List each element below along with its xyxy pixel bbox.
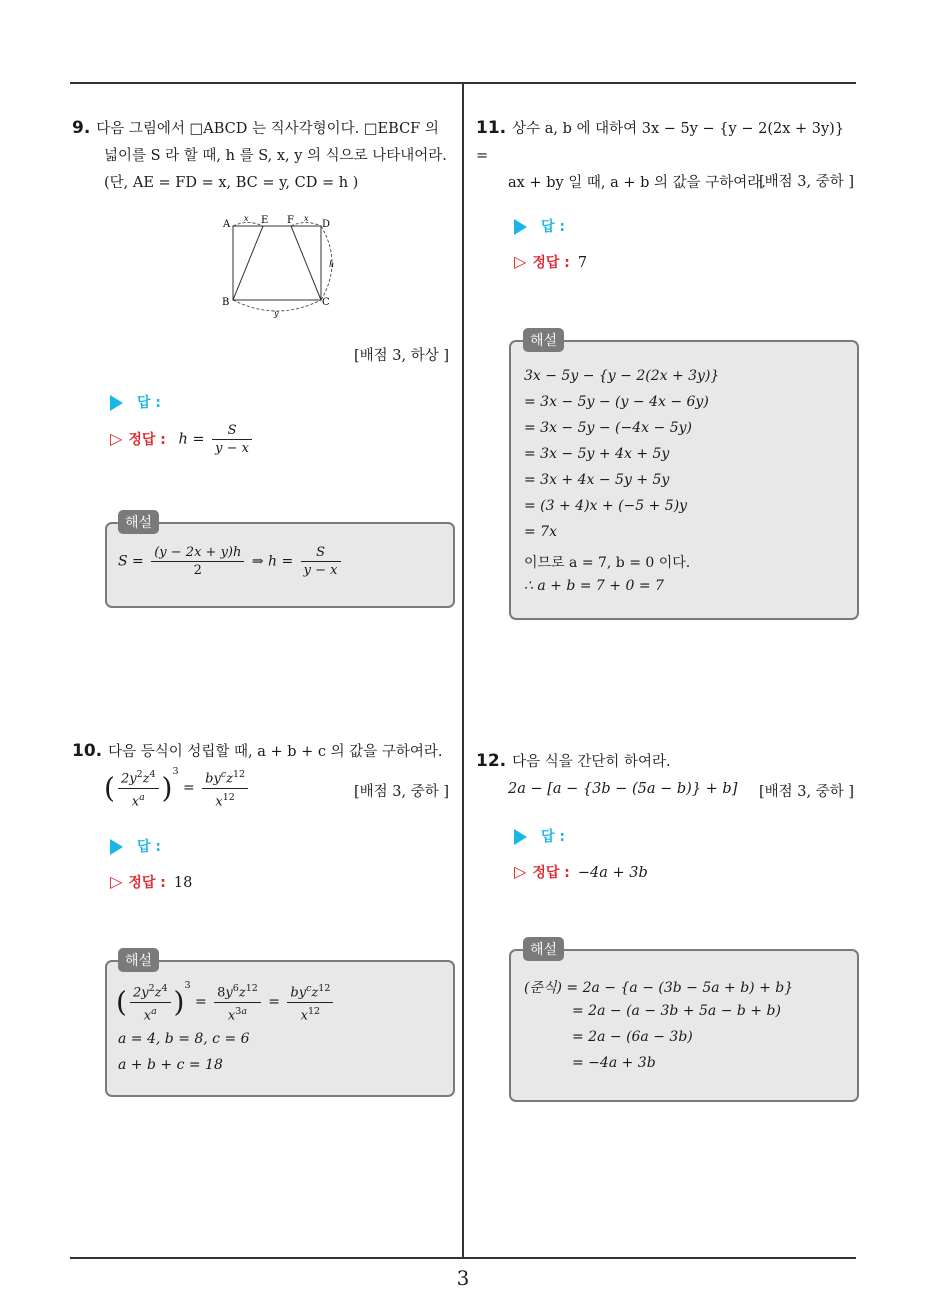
- score-badge: [배점 3, 하상 ]: [354, 348, 450, 364]
- solution-line: = (3 + 4)x + (−5 + 5)y: [524, 498, 688, 514]
- problem-9: [72, 115, 456, 197]
- play-icon: [514, 219, 527, 235]
- label-A: A: [223, 219, 231, 230]
- label-B: B: [222, 297, 230, 308]
- solution-line: = 3x − 5y + 4x + 5y: [524, 446, 670, 462]
- numerator: S: [212, 422, 252, 440]
- label-y: y: [274, 309, 279, 318]
- label-F: F: [287, 215, 294, 226]
- correct-label: 정답 :: [532, 865, 570, 881]
- question-line: (단, AE = FD = x, BC = y, CD = h ): [104, 175, 359, 191]
- problem-number: 10.: [72, 741, 103, 761]
- label-x-right: x: [304, 214, 309, 223]
- correct-value: 7: [577, 255, 588, 271]
- label-x-left: x: [244, 214, 249, 223]
- answer-row: [110, 392, 161, 412]
- solution-tag: 해설: [118, 510, 159, 534]
- solution-line: a + b + c = 18: [118, 1057, 223, 1073]
- correct-answer-row: [514, 862, 648, 882]
- solution-line: S = $\frac{(y - 2x + y)h}{2}$ ⇒ h = $\frac{S}{y - x}$: [118, 544, 344, 579]
- correct-label: 정답 :: [128, 875, 166, 891]
- denominator: y − x: [215, 441, 250, 456]
- label-D: D: [322, 219, 331, 230]
- solution-line: a = 4, b = 8, c = 6: [118, 1031, 250, 1047]
- problem-number: 9.: [72, 118, 91, 138]
- correct-label: 정답 :: [532, 255, 570, 271]
- correct-label: 정답 :: [128, 431, 166, 448]
- answer-label: 답 :: [541, 219, 565, 235]
- solution-line: = 3x − 5y − (y − 4x − 6y): [524, 394, 709, 410]
- solution-line: 이므로 a = 7, b = 0 이다.: [524, 555, 691, 571]
- solution-tag: 해설: [118, 948, 159, 972]
- problem-number: 12.: [476, 751, 507, 771]
- answer-row: [514, 826, 565, 846]
- solution-line: ( $\frac{2y^2z^4}{x^a}$ )$^3$ = $\frac{8y^6z^{12}}{x^{3a}}$ = $\frac{by^cz^{12}}{x^{12}}$: [116, 980, 336, 1024]
- score-badge: [배점 3, 중하 ]: [759, 174, 855, 190]
- label-h: h: [329, 260, 335, 269]
- answer-row: [110, 836, 161, 856]
- outline-triangle-icon: ▷: [110, 428, 123, 448]
- solution-line: = 2a − (6a − 3b): [572, 1029, 693, 1045]
- play-icon: [110, 839, 123, 855]
- correct-value: 18: [173, 875, 193, 891]
- outline-triangle-icon: ▷: [514, 862, 527, 881]
- question-line: 다음 식을 간단히 하여라.: [512, 754, 671, 770]
- problem-12: [476, 748, 860, 776]
- solution-line: (준식) = 2a − {a − (3b − 5a + b) + b}: [524, 980, 794, 996]
- solution-line: = 3x + 4x − 5y + 5y: [524, 472, 670, 488]
- solution-box: [509, 949, 859, 1102]
- solution-line: = 7x: [524, 524, 557, 540]
- label-E: E: [261, 215, 269, 226]
- outline-triangle-icon: ▷: [514, 252, 527, 271]
- problem-10: [72, 738, 456, 766]
- column-divider: [462, 83, 464, 1258]
- answer-row: [514, 216, 565, 236]
- question-line: 넓이를 S 라 할 때, h 를 S, x, y 의 식으로 나타내어라.: [104, 148, 447, 164]
- label-C: C: [322, 297, 330, 308]
- bottom-rule: [70, 1257, 856, 1259]
- solution-line: = 2a − (a − 3b + 5a − b + b): [572, 1003, 781, 1019]
- correct-answer-row: [110, 872, 192, 892]
- score-badge: [배점 3, 중하 ]: [354, 784, 450, 800]
- score-badge: [배점 3, 중하 ]: [759, 784, 855, 800]
- answer-lhs: h =: [178, 431, 205, 448]
- question-line: 상수 a, b 에 대하여 3x − 5y − {y − 2(2x + 3y)} =: [476, 121, 845, 164]
- solution-tag: 해설: [523, 937, 564, 961]
- correct-answer-row: [514, 252, 587, 272]
- correct-value: −4a + 3b: [577, 865, 648, 881]
- solution-line: 3x − 5y − {y − 2(2x + 3y)}: [524, 368, 720, 384]
- rectangle-figure: [218, 210, 343, 320]
- question-line: ax + by 일 때, a + b 의 값을 구하여라.: [508, 175, 766, 191]
- solution-tag: 해설: [523, 328, 564, 352]
- correct-answer-row: [110, 422, 255, 457]
- solution-line: ∴ a + b = 7 + 0 = 7: [524, 578, 664, 594]
- answer-fraction: [212, 422, 252, 457]
- solution-line: = 3x − 5y − (−4x − 5y): [524, 420, 692, 436]
- page-number: 3: [456, 1266, 470, 1290]
- solution-line: = −4a + 3b: [572, 1055, 656, 1071]
- equation: ( $\frac{2y^2z^4}{x^a}$ )$^3$ = $\frac{by^cz^{12}}{x^{12}}$: [104, 766, 251, 810]
- question-expression: 2a − [a − {3b − (5a − b)} + b]: [508, 781, 738, 797]
- answer-label: 답 :: [541, 829, 565, 845]
- play-icon: [110, 395, 123, 411]
- question-line: 다음 그림에서 □ABCD 는 직사각형이다. □EBCF 의: [96, 121, 439, 137]
- outline-triangle-icon: ▷: [110, 872, 123, 891]
- play-icon: [514, 829, 527, 845]
- answer-label: 답 :: [137, 395, 161, 411]
- problem-number: 11.: [476, 118, 507, 138]
- answer-label: 답 :: [137, 839, 161, 855]
- question-line: 다음 등식이 성립할 때, a + b + c 의 값을 구하여라.: [108, 744, 443, 760]
